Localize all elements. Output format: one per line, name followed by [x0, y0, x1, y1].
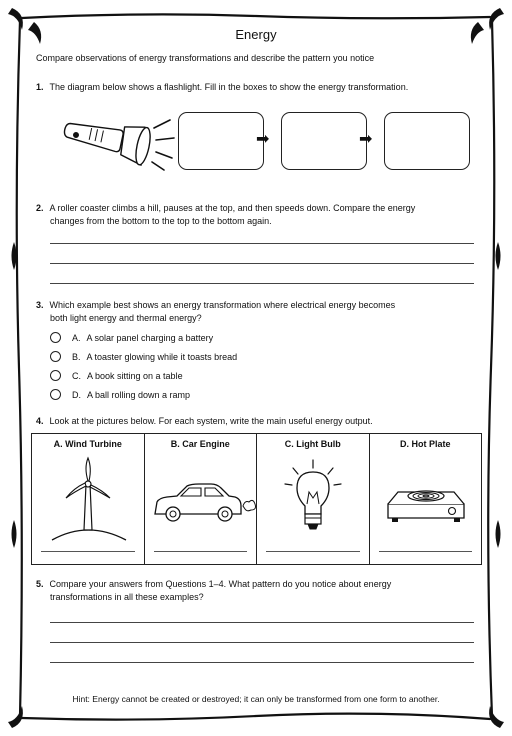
- radio-button[interactable]: [50, 370, 61, 381]
- question-4: [36, 415, 373, 428]
- question-1-text: The diagram below shows a flashlight. Fill in the boxes to show the energy transformation.: [49, 82, 409, 92]
- wind-turbine-icon: [32, 454, 144, 544]
- transformation-box-2[interactable]: [281, 112, 367, 170]
- option-b[interactable]: B. A toaster glowing while it toasts bread: [50, 351, 237, 362]
- answer-line[interactable]: [50, 263, 474, 264]
- system-label: B. Car Engine: [170, 439, 230, 449]
- hint-text: Hint: Energy cannot be created or destroyed; it can only be transformed from one form to another.: [72, 694, 440, 704]
- page-title: Energy: [235, 27, 277, 42]
- system-cell-light-bulb: [257, 434, 370, 564]
- question-1-number: 1.: [36, 82, 44, 92]
- car-icon: [145, 454, 257, 544]
- page-subtitle: Compare observations of energy transformations and describe the pattern you notice: [36, 53, 375, 63]
- question-5: [36, 578, 391, 604]
- question-2: [36, 202, 415, 228]
- transformation-box-3[interactable]: [384, 112, 470, 170]
- question-3-line-2: both light energy and thermal energy?: [50, 313, 202, 323]
- arrow-right-icon: ➡: [359, 131, 373, 148]
- radio-button[interactable]: [50, 332, 61, 343]
- answer-line[interactable]: [50, 283, 474, 284]
- radio-button[interactable]: [50, 351, 61, 362]
- arrow-right-icon: ➡: [256, 131, 270, 148]
- answer-line[interactable]: [50, 662, 474, 663]
- option-a[interactable]: A. A solar panel charging a battery: [50, 332, 213, 343]
- question-5-line-1: Compare your answers from Questions 1–4. What pattern do you notice about energy: [49, 579, 392, 589]
- system-cell-hot-plate: [370, 434, 482, 564]
- hot-plate-icon: [370, 454, 482, 544]
- question-5-line-2: transformations in all these examples?: [50, 592, 204, 602]
- question-2-number: 2.: [36, 203, 44, 213]
- system-cell-wind-turbine: [32, 434, 145, 564]
- radio-button[interactable]: [50, 389, 61, 400]
- question-2-line-2: changes from the bottom to the top to the bottom again.: [50, 216, 272, 226]
- answer-line[interactable]: [379, 551, 473, 552]
- question-3-line-1: Which example best shows an energy transformation where electrical energy becomes: [49, 300, 396, 310]
- answer-line[interactable]: [41, 551, 135, 552]
- question-2-line-1: A roller coaster climbs a hill, pauses at the top, and then speeds down. Compare the energy: [49, 203, 416, 213]
- transformation-box-1[interactable]: [178, 112, 264, 170]
- system-label: C. Light Bulb: [284, 439, 341, 449]
- answer-line[interactable]: [154, 551, 248, 552]
- question-4-number: 4.: [36, 416, 44, 426]
- answer-line[interactable]: [266, 551, 360, 552]
- answer-line[interactable]: [50, 243, 474, 244]
- question-3-number: 3.: [36, 300, 44, 310]
- question-4-text: Look at the pictures below. For each system, write the main useful energy output.: [49, 416, 373, 426]
- question-3: [36, 299, 395, 325]
- flashlight-icon: [60, 112, 180, 172]
- answer-line[interactable]: [50, 622, 474, 623]
- system-cell-car-engine: [145, 434, 258, 564]
- systems-table: [31, 433, 482, 565]
- system-label: D. Hot Plate: [399, 439, 451, 449]
- question-5-number: 5.: [36, 579, 44, 589]
- question-1: [36, 81, 408, 94]
- option-d[interactable]: D. A ball rolling down a ramp: [50, 389, 190, 400]
- answer-line[interactable]: [50, 642, 474, 643]
- option-c[interactable]: C. A book sitting on a table: [50, 370, 183, 381]
- light-bulb-icon: [257, 454, 369, 544]
- system-label: A. Wind Turbine: [53, 439, 122, 449]
